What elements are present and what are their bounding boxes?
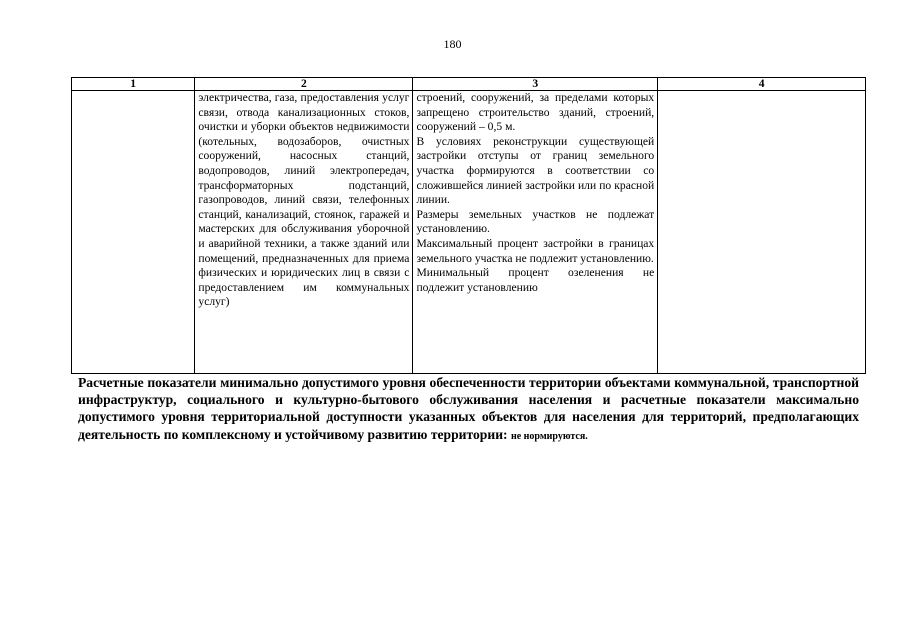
column-header-1: 1 [72,78,195,91]
table-row [72,91,866,374]
page-number: 180 [443,37,462,51]
col3-paragraph: строений, сооружений, за пределами которых запрещено строительство зданий, строений, сооружений – 0,5 м. [416,91,655,134]
column-header-3: 3 [413,78,658,91]
col3-paragraph: Минимальный процент озеленения не подлежит установлению [416,266,655,294]
regulations-table [71,77,866,374]
summary-paragraph [78,374,859,445]
cell-col3 [413,91,658,374]
cell-col2: электричества, газа, предоставления услуг связи, отвода канализационных стоков, очистки и уборки объектов недвижимости (котельных, водозаборов, очистных сооружений, насосных станций, водопроводов, линий электропередач, трансформаторных подстанций, газопроводов, линий связи, телефонных станций, канализаций, стоянок, гаражей и мастерских для обслуживания уборочной и аварийной техники, а также зданий или помещений, предназначенных для приема физических и юридических лиц в связи с предоставлением им коммунальных услуг) [195,91,413,374]
col3-paragraph: Размеры земельных участков не подлежат установлению. [416,207,655,236]
column-header-4: 4 [658,78,866,91]
col3-paragraph: Максимальный процент застройки в границах земельного участка не подлежит установлению. [416,236,655,265]
summary-text: Расчетные показатели минимально допустимого уровня обеспеченности территории объектами коммунальной, транспортной инфраструктур, социального и культурно-бытового обслуживания населения и расчетные показатели максимально допустимого уровня территориальной доступности указанных объектов для населения для территорий, предполагающих деятельность по комплексному и устойчивому развитию территории: [78,375,859,442]
table-header-row [72,78,866,91]
column-header-2: 2 [195,78,413,91]
summary-tail: не нормируются. [510,430,588,442]
col3-paragraph: В условиях реконструкции существующей застройки отступы от границ земельного участка формируются в соответствии со сложившейся линией застройки или по красной линии. [416,134,655,207]
cell-col1 [72,91,195,374]
cell-col4 [658,91,866,374]
